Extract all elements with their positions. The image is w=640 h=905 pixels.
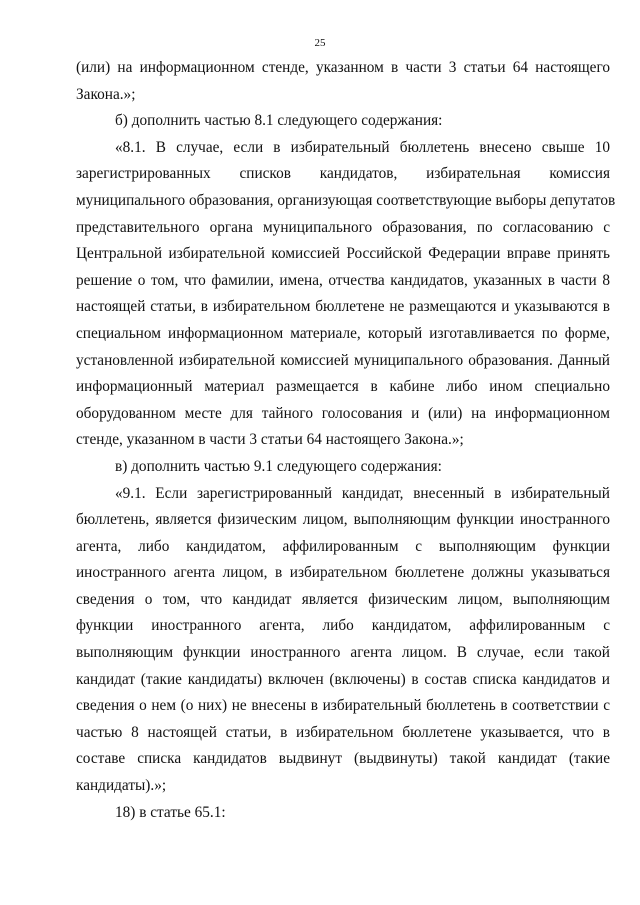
text-line: Закона.»; — [76, 85, 136, 103]
text-line: бюллетень, является физическим лицом, выполняющим функции иностранного — [76, 511, 610, 529]
text-line: «9.1. Если зарегистрированный кандидат, внесенный в избирательный — [115, 484, 610, 502]
text-line: составе списка кандидатов выдвинут (выдвинуты) такой кандидат (такие — [76, 750, 610, 768]
text-line: кандидаты).»; — [76, 777, 167, 795]
text-line: настоящей статьи, в избирательном бюллетене не размещаются и указываются в — [76, 298, 610, 316]
text-line: в) дополнить частью 9.1 следующего содержания: — [115, 457, 442, 475]
text-line: оборудованном месте для тайного голосования и (или) на информационном — [76, 404, 610, 422]
text-line: сведения о нем (о них) не внесены в избирательный бюллетень в соответствии с — [76, 697, 610, 715]
text-line: стенде, указанном в части 3 статьи 64 настоящего Закона.»; — [76, 431, 464, 449]
text-line: 18) в статье 65.1: — [115, 803, 226, 821]
text-line: кандидат (такие кандидаты) включен (включены) в состав списка кандидатов и — [76, 670, 610, 688]
text-line: зарегистрированных списков кандидатов, избирательная комиссия — [76, 165, 610, 183]
text-line: муниципального образования, организующая соответствующие выборы депутатов — [76, 191, 616, 209]
text-line: сведения о том, что кандидат является физическим лицом, выполняющим — [76, 590, 610, 608]
document-body — [76, 55, 616, 826]
text-line: специальном информационном материале, который изготавливается по форме, — [76, 324, 610, 342]
text-line: (или) на информационном стенде, указанном в части 3 статьи 64 настоящего — [76, 59, 610, 76]
text-line: агента, либо кандидатом, аффилированным с выполняющим функции — [76, 537, 610, 555]
text-line: частью 8 настоящей статьи, в избирательном бюллетене указывается, что в — [76, 723, 610, 741]
text-line: функции иностранного агента, либо кандидатом, аффилированным с — [76, 617, 610, 635]
text-line: иностранного агента лицом, в избирательном бюллетене должны указываться — [76, 564, 610, 582]
text-line: Центральной избирательной комиссией Российской Федерации вправе принять — [76, 245, 610, 263]
text-line: решение о том, что фамилии, имена, отчества кандидатов, указанных в части 8 — [76, 271, 610, 289]
text-line: информационный материал размещается в кабине либо ином специально — [76, 378, 610, 396]
text-line: б) дополнить частью 8.1 следующего содержания: — [115, 112, 443, 130]
text-line: представительного органа муниципального образования, по согласованию с — [76, 218, 610, 236]
page-number: 25 — [314, 37, 326, 49]
text-line: «8.1. В случае, если в избирательный бюллетень внесено свыше 10 — [115, 138, 610, 156]
text-line: установленной избирательной комиссией муниципального образования. Данный — [76, 351, 610, 369]
text-line: выполняющим функции иностранного агента лицом. В случае, если такой — [76, 644, 610, 662]
